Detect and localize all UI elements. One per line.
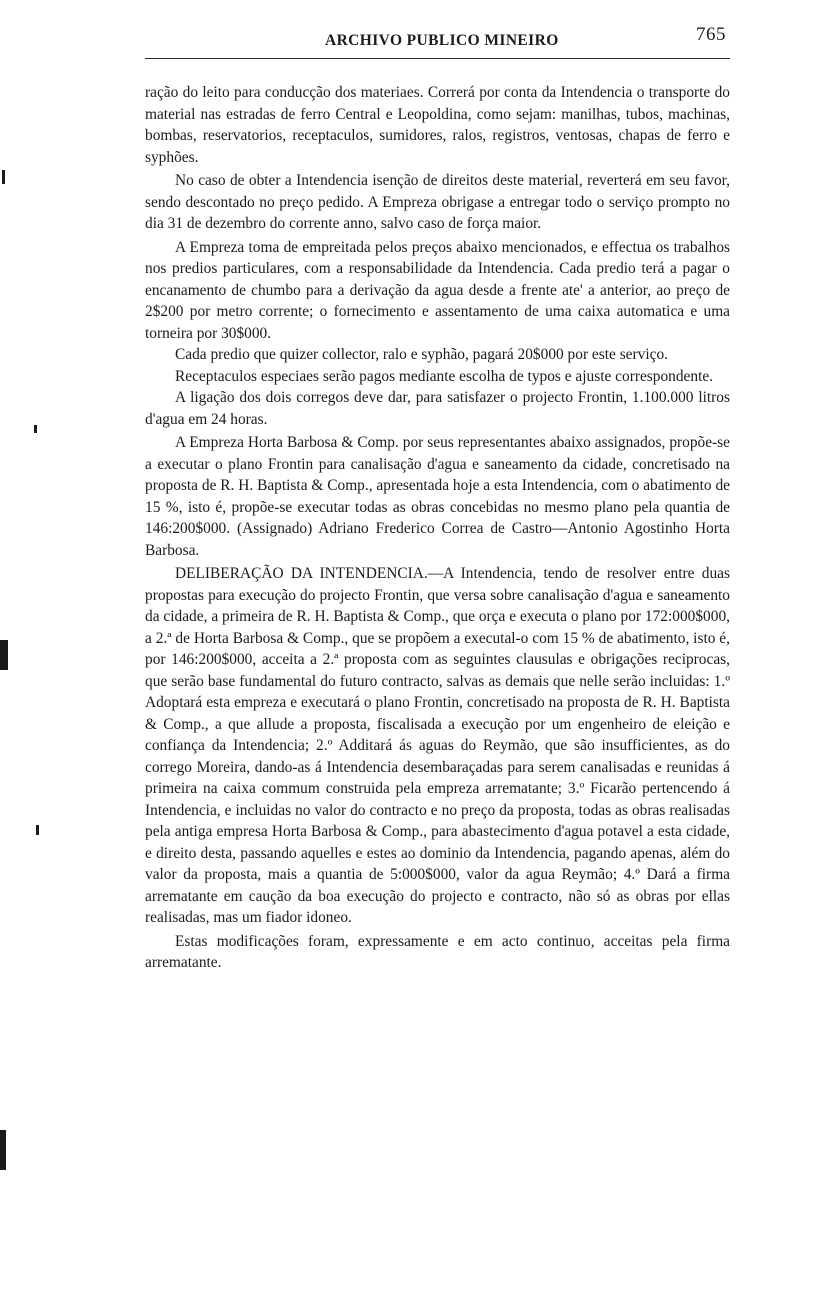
paragraph-3: A Empreza toma de empreitada pelos preços abaixo mencionados, e effectua os trabalhos nos predios particulares, com a responsabilidade da Intendencia. Cada predio terá a pagar o encanamento de chumbo para a derivação da agua desde a frente ate' a anterior, ao preço de 2$200 por metro corrente; o fornecimento e assentamento de uma caixa automatica e uma torneira por 30$000. — [145, 238, 730, 342]
margin-mark — [34, 425, 37, 433]
paragraph-4: Cada predio que quizer collector, ralo e syphão, pagará 20$000 por este serviço. — [175, 346, 668, 363]
margin-mark — [0, 640, 8, 670]
paragraph-6: A ligação dos dois corregos deve dar, para satisfazer o projecto Frontin, 1.100.000 litros d'agua em 24 horas. — [145, 389, 730, 428]
margin-mark — [0, 1130, 6, 1170]
paragraph-deliberacao: DELIBERAÇÃO DA INTENDENCIA.—A Intendencia, tendo de resolver entre duas propostas para execução do projecto Frontin, que versa sobre canalisação d'agua e saneamento da cidade, a primeira de R. H. Baptista & Comp., que orça e executa o plano por 172:000$000, a 2.ª de Horta Barbosa & Comp., que se propõem a executal-o com 15 % de abatimento, isto é, por 146:200$000, acceita a 2.ª proposta com as seguintes clausulas e obrigações reciprocas, que serão base fundamental do futuro contracto, salvas as demais que nelle serão incluidas: 1.º Adoptará esta empreza e executará o plano Frontin, concretisado na proposta de R. H. Baptista & Comp., a que allude a proposta, fiscalisada a execução por um engenheiro de eleição e confiança da Intendencia; 2.º Additará ás aguas do Reymão, que são insufficientes, as do corrego Moreira, dando-as á Intendencia desembaraçadas para serem canalisadas e reunidas á primeira na caixa commum construida pela empreza arrematante; 3.º Ficarão pertencendo á Intendencia, e incluidas no valor do contracto e no preço da proposta, todas as obras realisadas pela antiga empresa Horta Barbosa & Comp., para abastecimento d'agua potavel a esta cidade, e direito desta, passando aquelles e estes ao dominio da Intendencia, pagando apenas, além do valor da proposta, mais a quantia de 5:000$000, valor da agua Reymão; 4.º Dará a firma arrematante em caução da boa execução do projecto e contracto, não só as obras por ellas realisadas, mas um fiador idoneo. — [145, 565, 730, 926]
paragraph-7: A Empreza Horta Barbosa & Comp. por seus representantes abaixo assignados, propõe-se a executar o plano Frontin para canalisação d'agua e saneamento da cidade, concretisado na proposta de R. H. Baptista & Comp., apresentada hoje a esta Intendencia, com o abatimento de 15 %, isto é, propõe-se executar todas as obras concebidas no mesmo plano pela quantia de 146:200$000. (Assignado) Adriano Frederico Correa de Castro—Antonio Agostinho Horta Barbosa. — [145, 434, 730, 559]
body-text — [145, 82, 730, 974]
page-number: 765 — [696, 24, 726, 45]
paragraph-5: Receptaculos especiaes serão pagos mediante escolha de typos e ajuste correspondente. — [175, 367, 714, 385]
paragraph-final: Estas modificações foram, expressamente e em acto continuo, acceitas pela firma arrematante. — [145, 932, 730, 971]
margin-mark — [2, 170, 5, 184]
running-head: ARCHIVO PUBLICO MINEIRO — [325, 32, 559, 49]
paragraph-2: No caso de obter a Intendencia isenção de direitos deste material, reverterá em seu favor, sendo descontado no preço pedido. A Empreza obrigase a entregar todo o serviço prompto no dia 31 de dezembro do corrente anno, salvo caso de força maior. — [145, 172, 730, 232]
page-header — [145, 22, 730, 62]
paragraph-1: ração do leito para conducção dos materiaes. Correrá por conta da Intendencia o transporte do material nas estradas de ferro Central e Leopoldina, como sejam: manilhas, tubos, machinas, bombas, reservatorios, receptaculos, sumidores, ralos, registros, ventosas, chapas de ferro e syphões. — [145, 84, 730, 166]
header-rule — [145, 58, 730, 59]
margin-mark — [36, 825, 39, 835]
